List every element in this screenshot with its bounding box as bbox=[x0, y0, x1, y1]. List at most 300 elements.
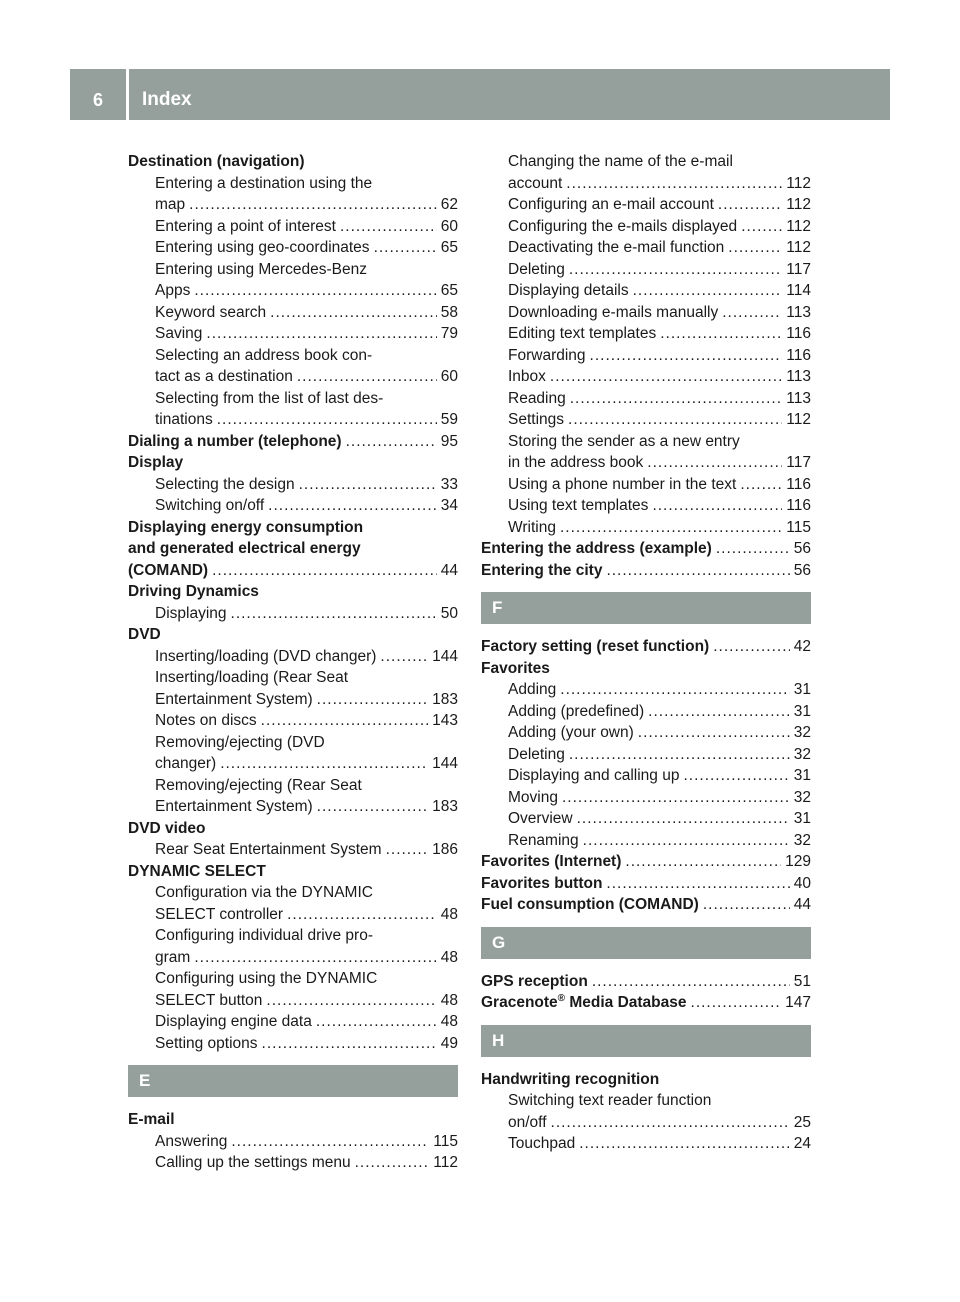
index-subentry bbox=[128, 603, 458, 625]
header-divider bbox=[126, 69, 129, 120]
dot-leader bbox=[660, 323, 782, 345]
entry-label: Displaying and calling up bbox=[508, 767, 680, 784]
page-ref: 115 bbox=[786, 518, 811, 536]
entry-label: and generated electrical energy bbox=[128, 540, 361, 557]
entry-text bbox=[508, 345, 586, 367]
entry-text bbox=[155, 646, 376, 668]
index-subentry bbox=[128, 882, 458, 904]
entry-text bbox=[508, 701, 644, 723]
dot-leader bbox=[560, 517, 782, 539]
entry-text bbox=[155, 603, 227, 625]
entry-text bbox=[508, 1112, 547, 1134]
entry-text bbox=[508, 280, 629, 302]
entry-text bbox=[155, 1152, 351, 1174]
entry-label: Entering the city bbox=[481, 561, 603, 579]
entry-label: Adding (your own) bbox=[508, 724, 634, 741]
page-ref: 24 bbox=[793, 1135, 811, 1152]
page-ref: 33 bbox=[440, 475, 458, 493]
entry-label: Changing the name of the e-mail bbox=[508, 153, 733, 170]
dot-leader bbox=[638, 722, 790, 744]
dot-leader bbox=[683, 765, 789, 787]
entry-label: Configuring using the DYNAMIC bbox=[155, 970, 378, 987]
page-ref: 40 bbox=[793, 874, 811, 892]
dot-leader bbox=[718, 194, 782, 216]
entry-text bbox=[481, 894, 699, 916]
dot-leader bbox=[551, 1112, 790, 1134]
entry-label: Displaying engine data bbox=[155, 1013, 312, 1030]
page-ref: 112 bbox=[786, 196, 811, 213]
entry-label: Dialing a number (telephone) bbox=[128, 432, 342, 450]
page-ref: 31 bbox=[793, 681, 811, 698]
entry-label: Inbox bbox=[508, 368, 546, 385]
entry-text bbox=[155, 302, 266, 324]
index-subentry bbox=[128, 1131, 458, 1153]
dot-leader bbox=[317, 796, 428, 818]
dot-leader bbox=[741, 216, 782, 238]
page-ref: 95 bbox=[440, 432, 458, 450]
index-subentry bbox=[128, 1152, 458, 1174]
index-subentry bbox=[128, 323, 458, 345]
entry-label: Favorites bbox=[481, 659, 550, 677]
entry-label: E-mail bbox=[128, 1111, 175, 1128]
index-subentry bbox=[128, 474, 458, 496]
page-ref: 113 bbox=[786, 303, 811, 321]
entry-text bbox=[481, 636, 709, 658]
dot-leader bbox=[579, 1133, 790, 1155]
dot-leader bbox=[316, 1011, 437, 1033]
entry-text bbox=[155, 495, 264, 517]
entry-text bbox=[128, 151, 305, 173]
entry-text bbox=[508, 1133, 575, 1155]
index-subentry bbox=[481, 173, 811, 195]
entry-text bbox=[155, 474, 295, 496]
entry-text bbox=[155, 1011, 312, 1033]
index-subentry bbox=[128, 753, 458, 775]
entry-text bbox=[155, 388, 383, 410]
index-subentry bbox=[128, 173, 458, 195]
index-entry bbox=[128, 581, 458, 603]
page-ref: 183 bbox=[432, 690, 458, 708]
entry-label: Renaming bbox=[508, 831, 579, 849]
entry-text bbox=[155, 925, 373, 947]
index-subentry bbox=[481, 409, 811, 431]
page-ref: 59 bbox=[440, 411, 458, 428]
page-ref: 49 bbox=[440, 1034, 458, 1052]
index-subentry bbox=[128, 302, 458, 324]
index-subentry bbox=[481, 808, 811, 830]
section-letter-bar: F bbox=[481, 592, 811, 624]
page-ref: 116 bbox=[786, 475, 811, 493]
entry-text bbox=[128, 538, 361, 560]
entry-label: Saving bbox=[155, 325, 203, 342]
entry-text bbox=[155, 732, 325, 754]
index-subentry bbox=[481, 701, 811, 723]
index-subentry bbox=[481, 679, 811, 701]
entry-label: Removing/ejecting (Rear Seat bbox=[155, 776, 362, 794]
entry-text bbox=[155, 775, 362, 797]
page-ref: 144 bbox=[432, 755, 458, 772]
index-entry bbox=[128, 818, 458, 840]
index-entry bbox=[128, 560, 458, 582]
page-ref: 79 bbox=[440, 325, 458, 342]
entry-text bbox=[155, 689, 313, 711]
page-ref: 183 bbox=[432, 798, 458, 815]
page-ref: 112 bbox=[786, 174, 811, 192]
dot-leader bbox=[297, 366, 437, 388]
entry-label: Entering using geo-coordinates bbox=[155, 239, 370, 256]
entry-label: Storing the sender as a new entry bbox=[508, 432, 740, 450]
entry-label: Display bbox=[128, 454, 184, 471]
entry-text bbox=[128, 1109, 175, 1131]
index-subentry bbox=[481, 765, 811, 787]
entry-label: Entering using Mercedes-Benz bbox=[155, 260, 367, 278]
page-ref: 60 bbox=[440, 368, 458, 385]
entry-text bbox=[508, 237, 724, 259]
index-subentry bbox=[128, 796, 458, 818]
entry-text bbox=[508, 830, 579, 852]
entry-label: Inserting/loading (DVD changer) bbox=[155, 647, 377, 665]
index-entry bbox=[128, 452, 458, 474]
index-subentry bbox=[481, 787, 811, 809]
index-entry bbox=[481, 538, 811, 560]
index-subentry bbox=[481, 345, 811, 367]
page-ref: 116 bbox=[786, 497, 811, 514]
index-entry bbox=[128, 517, 458, 539]
entry-text bbox=[508, 808, 573, 830]
entry-text bbox=[155, 323, 202, 345]
index-subentry bbox=[481, 744, 811, 766]
entry-text bbox=[508, 259, 565, 281]
dot-leader bbox=[625, 851, 781, 873]
page-ref: 147 bbox=[785, 994, 811, 1011]
entry-label: Forwarding bbox=[508, 346, 586, 364]
entry-label: on/off bbox=[508, 1113, 547, 1131]
entry-text bbox=[155, 710, 257, 732]
page-ref: 117 bbox=[786, 454, 811, 471]
index-entry bbox=[128, 1109, 458, 1131]
entry-text bbox=[481, 851, 621, 873]
entry-text bbox=[155, 366, 293, 388]
dot-leader bbox=[268, 495, 437, 517]
page-ref: 32 bbox=[793, 831, 811, 849]
entry-label: Driving Dynamics bbox=[128, 583, 259, 600]
index-entry bbox=[481, 636, 811, 658]
entry-label: (COMAND) bbox=[128, 561, 209, 579]
index-subentry bbox=[128, 345, 458, 367]
page-ref: 117 bbox=[786, 260, 811, 278]
dot-leader bbox=[206, 323, 436, 345]
entry-label: Entering the address (example) bbox=[481, 540, 712, 557]
index-subentry bbox=[128, 1033, 458, 1055]
page-ref: 32 bbox=[793, 745, 811, 763]
entry-text bbox=[155, 409, 213, 431]
entry-label: Fuel consumption (COMAND) bbox=[481, 896, 699, 913]
entry-text bbox=[155, 259, 367, 281]
entry-label: account bbox=[508, 174, 563, 192]
dot-leader bbox=[648, 701, 790, 723]
dot-leader bbox=[713, 636, 790, 658]
page-ref: 51 bbox=[793, 972, 811, 990]
entry-label: Entertainment System) bbox=[155, 690, 313, 708]
index-subentry bbox=[481, 830, 811, 852]
index-subentry bbox=[128, 947, 458, 969]
page-ref: 186 bbox=[432, 841, 458, 858]
page-ref: 129 bbox=[785, 853, 811, 870]
page-ref: 60 bbox=[440, 217, 458, 235]
index-subentry bbox=[128, 710, 458, 732]
index-subentry bbox=[481, 517, 811, 539]
dot-leader bbox=[722, 302, 782, 324]
entry-text bbox=[128, 581, 259, 603]
entry-text bbox=[508, 366, 546, 388]
entry-label: Entertainment System) bbox=[155, 798, 313, 815]
entry-label: Keyword search bbox=[155, 303, 267, 321]
index-entry bbox=[128, 861, 458, 883]
entry-label: Configuring an e-mail account bbox=[508, 196, 714, 213]
entry-label: Switching on/off bbox=[155, 497, 265, 514]
entry-text bbox=[155, 345, 372, 367]
dot-leader bbox=[569, 259, 782, 281]
dot-leader bbox=[317, 689, 428, 711]
entry-text bbox=[155, 1033, 258, 1055]
entry-label: DVD video bbox=[128, 819, 206, 837]
page-ref: 32 bbox=[793, 724, 811, 741]
dot-leader bbox=[633, 280, 783, 302]
index-subentry bbox=[481, 452, 811, 474]
entry-text bbox=[155, 173, 372, 195]
entry-text bbox=[508, 679, 556, 701]
entry-text bbox=[508, 194, 714, 216]
index-subentry bbox=[128, 904, 458, 926]
entry-label: changer) bbox=[155, 755, 217, 772]
index-subentry bbox=[128, 968, 458, 990]
entry-label: Switching text reader function bbox=[508, 1092, 712, 1109]
dot-leader bbox=[212, 560, 437, 582]
page-ref: 62 bbox=[440, 196, 458, 213]
index-subentry bbox=[481, 216, 811, 238]
entry-label: Removing/ejecting (DVD bbox=[155, 733, 325, 751]
index-subentry bbox=[481, 237, 811, 259]
entry-text bbox=[508, 474, 736, 496]
dot-leader bbox=[386, 839, 429, 861]
page-ref: 34 bbox=[440, 497, 458, 514]
entry-label: Touchpad bbox=[508, 1135, 576, 1152]
dot-leader bbox=[374, 237, 437, 259]
page-ref: 143 bbox=[432, 712, 458, 729]
page-ref: 42 bbox=[793, 638, 811, 655]
index-subentry bbox=[481, 366, 811, 388]
entry-text bbox=[155, 1131, 227, 1153]
index-subentry bbox=[481, 495, 811, 517]
page-header bbox=[70, 69, 890, 120]
entry-text bbox=[508, 216, 737, 238]
entry-label: Downloading e-mails manually bbox=[508, 303, 719, 321]
entry-label: Handwriting recognition bbox=[481, 1070, 660, 1088]
dot-leader bbox=[716, 538, 790, 560]
index-subentry bbox=[128, 689, 458, 711]
dot-leader bbox=[261, 710, 428, 732]
index-entry bbox=[481, 560, 811, 582]
entry-text bbox=[128, 517, 363, 539]
entry-text bbox=[155, 280, 190, 302]
entry-text bbox=[481, 560, 602, 582]
section-letter-bar: E bbox=[128, 1065, 458, 1097]
dot-leader bbox=[194, 280, 436, 302]
dot-leader bbox=[217, 409, 437, 431]
entry-text bbox=[508, 744, 565, 766]
dot-leader bbox=[691, 992, 782, 1014]
index-subentry bbox=[481, 151, 811, 173]
entry-text bbox=[155, 667, 348, 689]
entry-label: map bbox=[155, 196, 186, 213]
index-subentry bbox=[481, 280, 811, 302]
entry-text bbox=[128, 431, 342, 453]
index-subentry bbox=[481, 1133, 811, 1155]
page-ref: 112 bbox=[786, 239, 811, 256]
entry-label: Displaying details bbox=[508, 282, 629, 299]
entry-text bbox=[155, 968, 377, 990]
entry-text bbox=[481, 1069, 659, 1091]
page-ref: 31 bbox=[793, 810, 811, 827]
entry-label: Using text templates bbox=[508, 497, 649, 514]
dot-leader bbox=[568, 409, 782, 431]
entry-label: Displaying bbox=[155, 604, 227, 622]
entry-label: DVD bbox=[128, 626, 161, 643]
dot-leader bbox=[590, 345, 783, 367]
entry-label: Deleting bbox=[508, 260, 565, 278]
dot-leader bbox=[740, 474, 782, 496]
page-ref: 112 bbox=[786, 411, 811, 428]
entry-label: in the address book bbox=[508, 454, 644, 471]
page-ref: 48 bbox=[440, 991, 458, 1009]
page-ref: 58 bbox=[440, 303, 458, 321]
entry-label: Answering bbox=[155, 1132, 228, 1150]
entry-text bbox=[508, 765, 679, 787]
index-subentry bbox=[481, 259, 811, 281]
entry-text bbox=[508, 302, 718, 324]
entry-label: Settings bbox=[508, 411, 565, 428]
page-ref: 113 bbox=[786, 368, 811, 385]
index-entry bbox=[481, 873, 811, 895]
entry-text bbox=[155, 216, 336, 238]
index-subentry bbox=[128, 388, 458, 410]
index-subentry bbox=[128, 259, 458, 281]
entry-text bbox=[128, 560, 208, 582]
index-entry bbox=[481, 1069, 811, 1091]
index-subentry bbox=[128, 280, 458, 302]
index-subentry bbox=[128, 667, 458, 689]
entry-label: tact as a destination bbox=[155, 368, 293, 385]
entry-label: Deleting bbox=[508, 745, 565, 763]
page-ref: 112 bbox=[433, 1154, 458, 1171]
entry-label: Reading bbox=[508, 389, 566, 407]
entry-label: Using a phone number in the text bbox=[508, 475, 737, 493]
entry-label: Setting options bbox=[155, 1034, 258, 1052]
index-subentry bbox=[128, 366, 458, 388]
entry-label: Editing text templates bbox=[508, 325, 657, 342]
entry-label: Deactivating the e-mail function bbox=[508, 239, 725, 256]
registered-mark: ® bbox=[557, 992, 566, 1004]
page-ref: 44 bbox=[793, 896, 811, 913]
index-subentry bbox=[128, 409, 458, 431]
entry-label: Adding (predefined) bbox=[508, 702, 645, 720]
entry-label: Selecting the design bbox=[155, 475, 295, 493]
index-subentry bbox=[481, 431, 811, 453]
index-subentry bbox=[128, 775, 458, 797]
dot-leader bbox=[703, 894, 790, 916]
page-ref: 56 bbox=[793, 561, 811, 579]
entry-text bbox=[155, 839, 382, 861]
page-ref: 56 bbox=[793, 540, 811, 557]
entry-label: Entering a destination using the bbox=[155, 174, 373, 192]
dot-leader bbox=[262, 1033, 437, 1055]
entry-text bbox=[128, 818, 206, 840]
page-number: 6 bbox=[92, 90, 103, 110]
entry-text bbox=[508, 173, 562, 195]
index-entry bbox=[128, 431, 458, 453]
entry-label-continued: Media Database bbox=[565, 994, 687, 1011]
index-subentry bbox=[481, 194, 811, 216]
dot-leader bbox=[560, 679, 789, 701]
page-ref: 112 bbox=[786, 217, 811, 235]
dot-leader bbox=[570, 388, 783, 410]
page-ref: 50 bbox=[440, 604, 458, 622]
entry-text bbox=[508, 151, 733, 173]
entry-text bbox=[508, 452, 643, 474]
dot-leader bbox=[562, 787, 790, 809]
entry-label: Displaying energy consumption bbox=[128, 518, 364, 536]
entry-text bbox=[508, 787, 558, 809]
index-entry bbox=[481, 992, 811, 1014]
entry-label: Configuration via the DYNAMIC bbox=[155, 884, 373, 901]
entry-text bbox=[481, 992, 687, 1014]
entry-text bbox=[128, 861, 266, 883]
entry-label: SELECT controller bbox=[155, 905, 284, 923]
entry-label: Favorites button bbox=[481, 874, 603, 892]
index-entry bbox=[481, 971, 811, 993]
page-ref: 65 bbox=[440, 239, 458, 256]
entry-text bbox=[155, 990, 262, 1012]
dot-leader bbox=[566, 173, 782, 195]
index-subentry bbox=[128, 732, 458, 754]
dot-leader bbox=[231, 1131, 429, 1153]
entry-text bbox=[155, 753, 216, 775]
dot-leader bbox=[266, 990, 436, 1012]
page-ref: 113 bbox=[786, 389, 811, 407]
entry-text bbox=[155, 882, 373, 904]
index-subentry bbox=[481, 1090, 811, 1112]
index-entry bbox=[481, 658, 811, 680]
dot-leader bbox=[287, 904, 437, 926]
entry-text bbox=[155, 904, 283, 926]
entry-label: DYNAMIC SELECT bbox=[128, 862, 266, 880]
page-title: Index bbox=[142, 89, 192, 110]
index-entry bbox=[128, 538, 458, 560]
dot-leader bbox=[652, 495, 782, 517]
entry-text bbox=[481, 658, 550, 680]
entry-text bbox=[155, 237, 370, 259]
page-ref: 65 bbox=[440, 282, 458, 299]
entry-label: Rear Seat Entertainment System bbox=[155, 841, 382, 858]
entry-label: Overview bbox=[508, 810, 573, 827]
entry-text bbox=[508, 409, 564, 431]
page-ref: 116 bbox=[786, 325, 811, 342]
entry-text bbox=[508, 323, 656, 345]
index-subentry bbox=[128, 839, 458, 861]
entry-label: Configuring individual drive pro- bbox=[155, 927, 373, 944]
entry-text bbox=[508, 388, 566, 410]
entry-label: Moving bbox=[508, 788, 558, 806]
